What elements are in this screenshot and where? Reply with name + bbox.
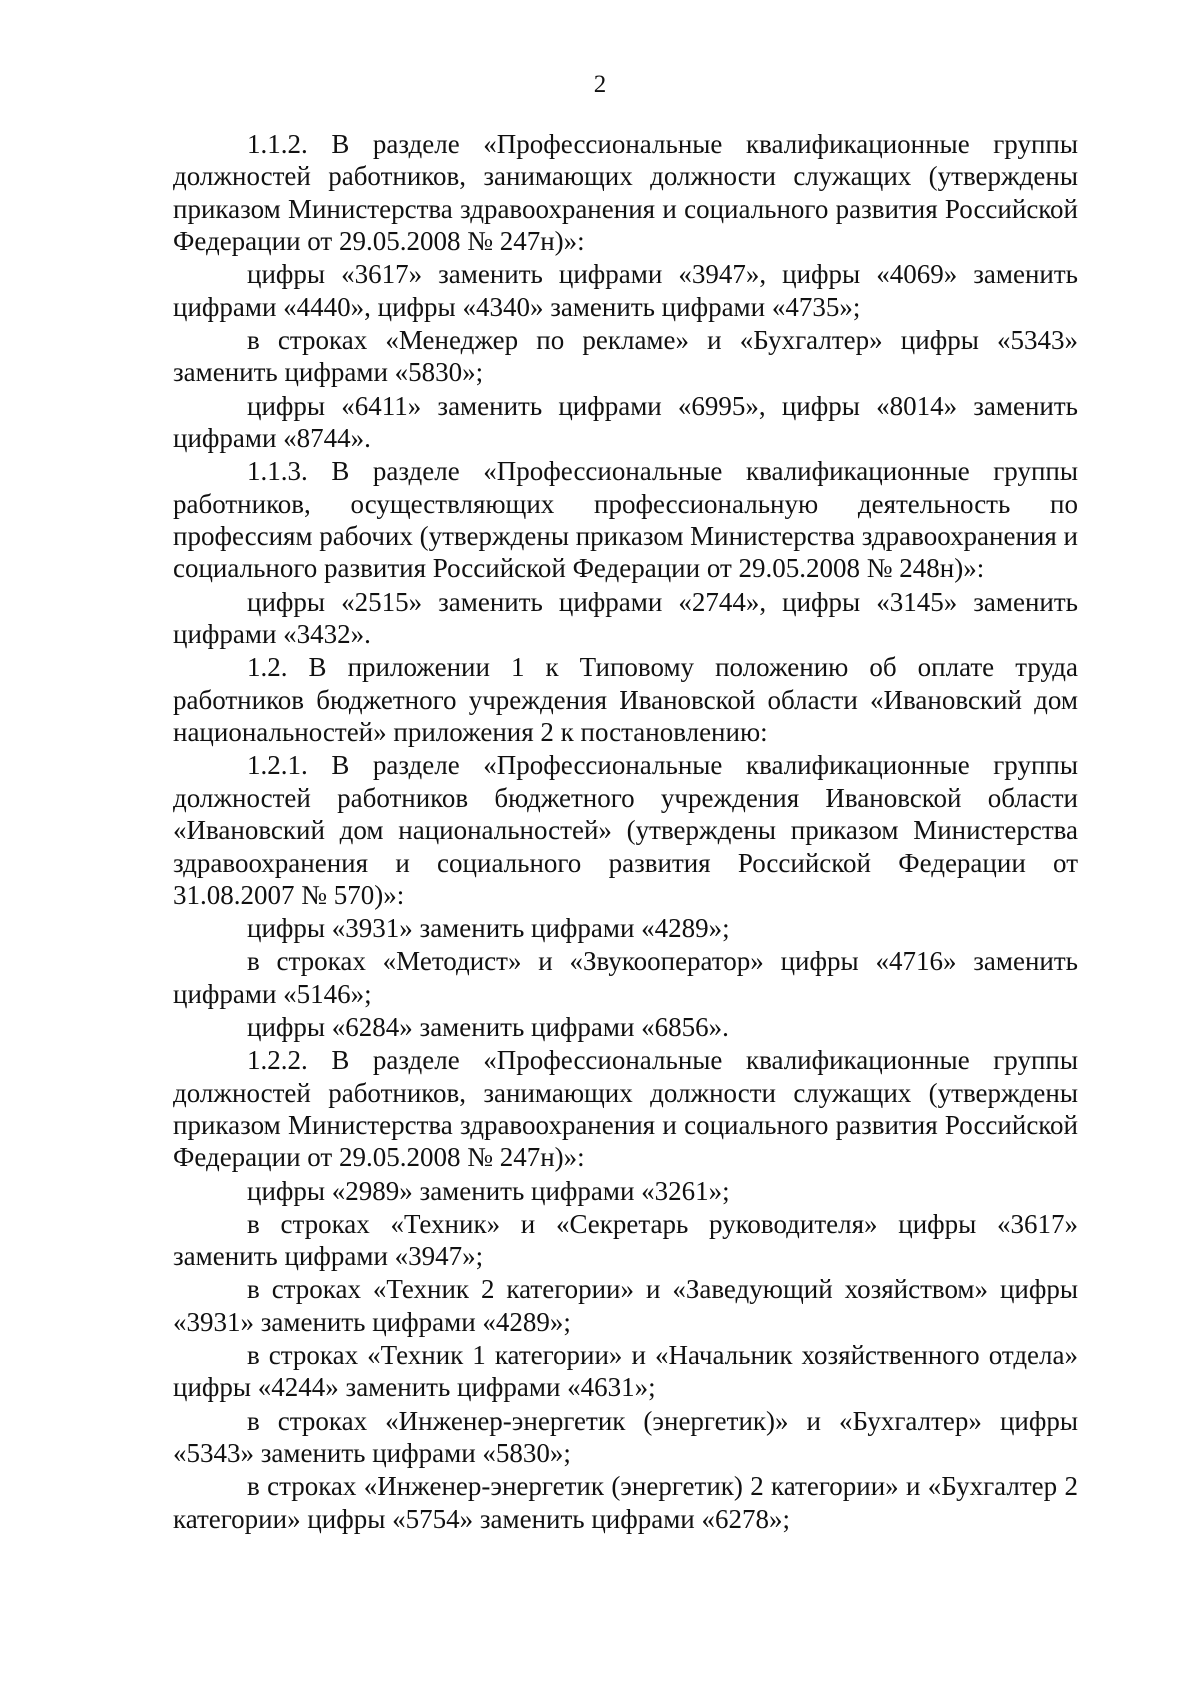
- paragraph-replace-figures: цифры «2989» заменить цифрами «3261»;: [247, 1175, 730, 1206]
- paragraph-1-2-2-heading: 1.2.2. В разделе «Профессиональные квалификационные группы должностей работников, занимающих должности служащих (утверждены приказом Министерства здравоохранения и социального развития Российской Федерации от 29.05.2008 № 247н)»:: [173, 1045, 1078, 1173]
- paragraph-replace-figures: цифры «6411» заменить цифрами «6995», цифры «8014» заменить цифрами «8744».: [173, 390, 1078, 454]
- paragraph-replace-figures: в строках «Техник 2 категории» и «Заведующий хозяйством» цифры «3931» заменить цифрами «4289»;: [173, 1274, 1078, 1337]
- paragraph-replace-figures: цифры «3931» заменить цифрами «4289»;: [247, 913, 730, 944]
- paragraph-1-1-2-heading: 1.1.2. В разделе «Профессиональные квалификационные группы должностей работников, занимающих должности служащих (утверждены приказом Министерства здравоохранения и социального развития Российской Федерации от 29.05.2008 № 247н)»:: [173, 129, 1078, 257]
- page-number: 2: [593, 71, 607, 98]
- paragraph-1-2-1-heading: 1.2.1. В разделе «Профессиональные квалификационные группы должностей работников бюджетного учреждения Ивановской области «Ивановский дом национальностей» (утверждены приказом Министерства здравоохранения и социального развития Российской Федерации от 31.08.2007 № 570)»:: [173, 750, 1078, 910]
- paragraph-replace-figures: в строках «Техник 1 категории» и «Начальник хозяйственного отдела» цифры «4244» заменить цифрами «4631»;: [173, 1339, 1078, 1403]
- paragraph-replace-figures: в строках «Инженер-энергетик (энергетик)» и «Бухгалтер» цифры «5343» заменить цифрами «5830»;: [173, 1405, 1078, 1468]
- paragraph-replace-figures: в строках «Менеджер по рекламе» и «Бухгалтер» цифры «5343» заменить цифрами «5830»;: [173, 325, 1078, 388]
- paragraph-replace-figures: цифры «3617» заменить цифрами «3947», цифры «4069» заменить цифрами «4440», цифры «4340» заменить цифрами «4735»;: [173, 259, 1078, 322]
- paragraph-replace-figures: в строках «Методист» и «Звукооператор» цифры «4716» заменить цифрами «5146»;: [173, 946, 1078, 1009]
- paragraph-1-2-heading: 1.2. В приложении 1 к Типовому положению об оплате труда работников бюджетного учреждения Ивановской области «Ивановский дом национальностей» приложения 2 к постановлению:: [173, 652, 1078, 748]
- paragraph-replace-figures: цифры «2515» заменить цифрами «2744», цифры «3145» заменить цифрами «3432».: [173, 586, 1078, 650]
- paragraph-replace-figures: цифры «6284» заменить цифрами «6856».: [247, 1011, 729, 1042]
- paragraph-replace-figures: в строках «Техник» и «Секретарь руководителя» цифры «3617» заменить цифрами «3947»;: [173, 1208, 1078, 1272]
- paragraph-replace-figures: в строках «Инженер-энергетик (энергетик) 2 категории» и «Бухгалтер 2 категории» цифры «5754» заменить цифрами «6278»;: [173, 1471, 1078, 1534]
- document-body: [173, 128, 1078, 1536]
- paragraph-1-1-3-heading: 1.1.3. В разделе «Профессиональные квалификационные группы работников, осуществляющих профессиональную деятельность по профессиям рабочих (утверждены приказом Министерства здравоохранения и социального развития Российской Федерации от 29.05.2008 № 248н)»:: [173, 456, 1078, 584]
